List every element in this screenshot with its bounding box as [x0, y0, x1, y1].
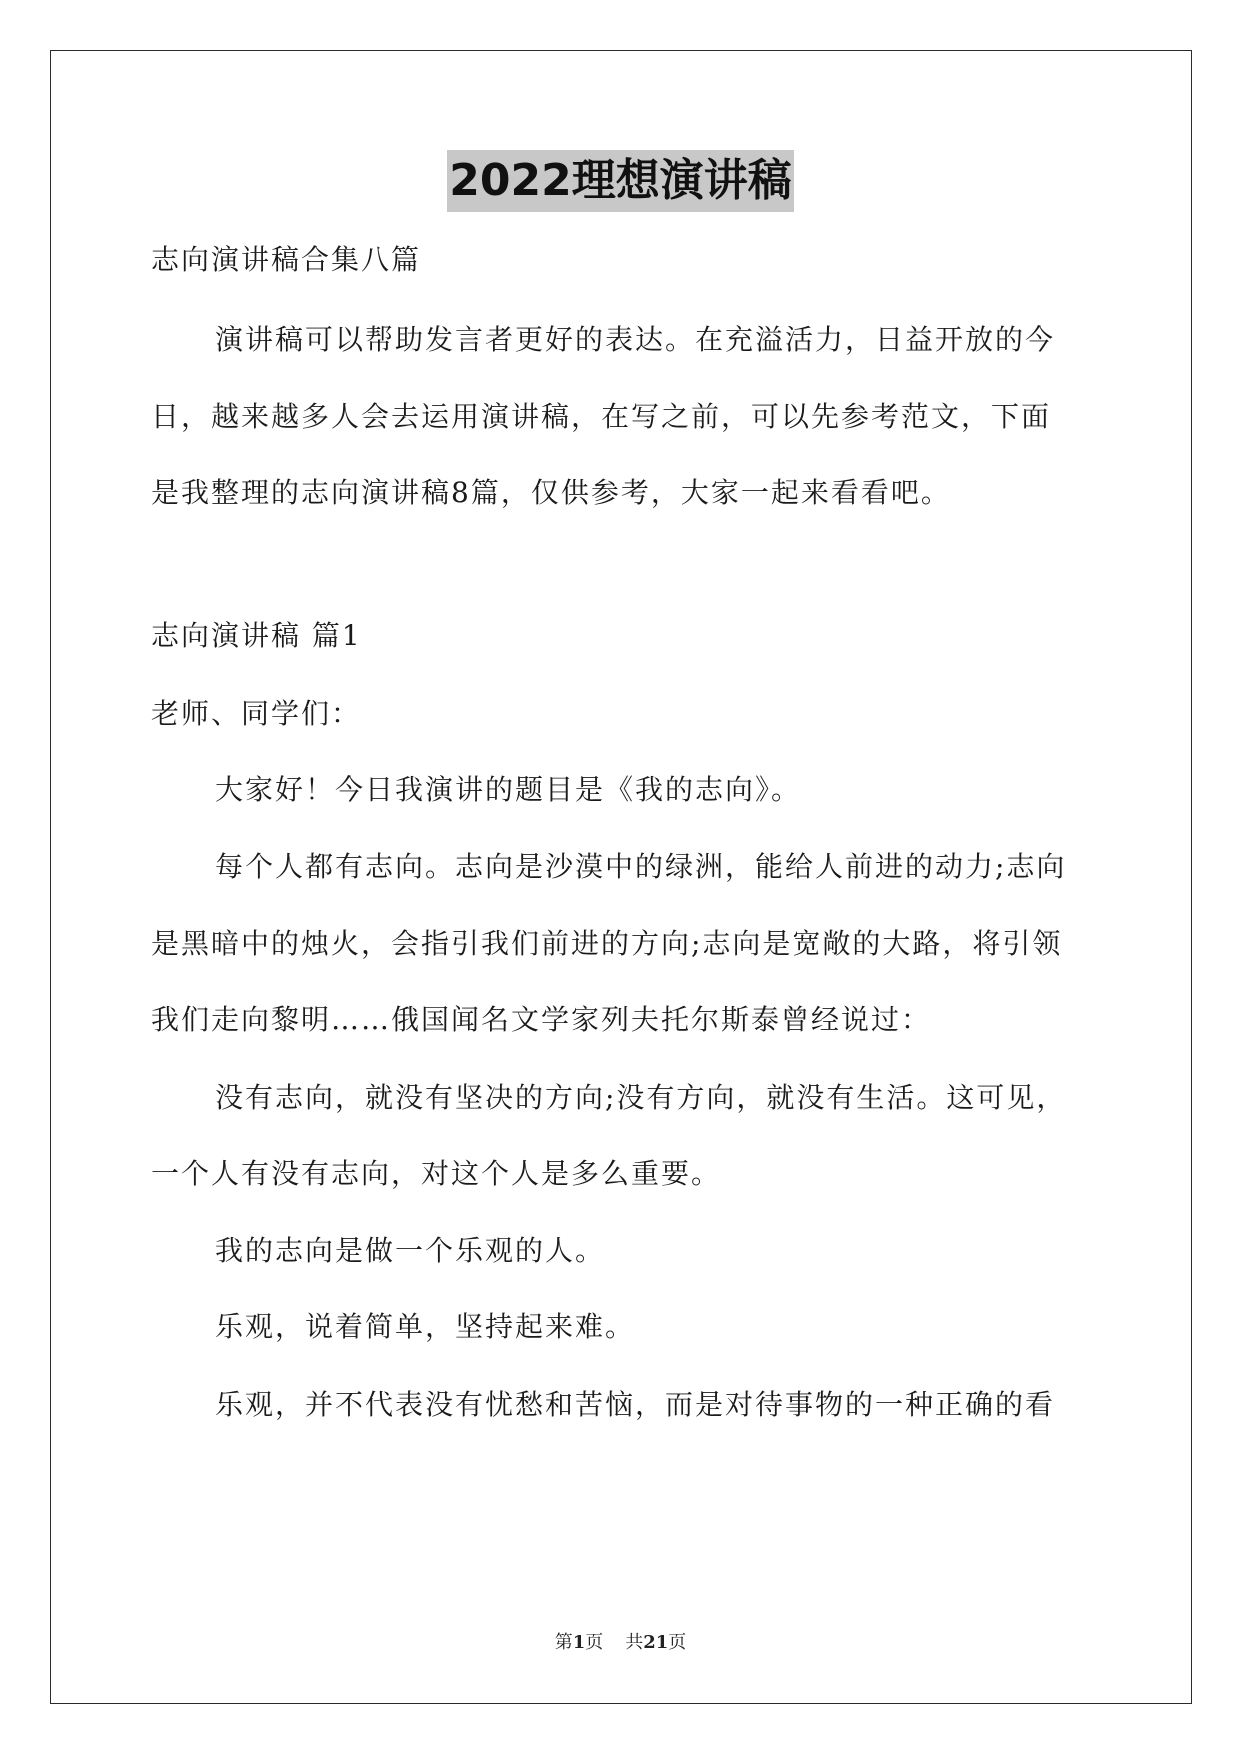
paragraph-line: 我们走向黎明……俄国闻名文学家列夫托尔斯泰曾经说过： — [151, 1003, 932, 1036]
page-total-count: 21 — [643, 1632, 669, 1653]
page-total-prefix: 共 — [625, 1632, 644, 1653]
page-number-current: 1 — [572, 1632, 586, 1653]
document-title: 2022理想演讲稿 — [447, 150, 793, 212]
paragraph-line: 是我整理的志向演讲稿8篇，仅供参考，大家一起来看看吧。 — [151, 476, 951, 509]
page-number-prefix: 第 — [554, 1632, 573, 1653]
page-total-suffix: 页 — [668, 1632, 687, 1653]
paragraph-line: 乐观，并不代表没有忧愁和苦恼，而是对待事物的一种正确的看 — [215, 1388, 1056, 1421]
paragraph-line: 是黑暗中的烛火，会指引我们前进的方向;志向是宽敞的大路，将引领 — [151, 927, 1063, 960]
page-number-suffix: 页 — [585, 1632, 604, 1653]
paragraph-line: 志向演讲稿合集八篇 — [151, 243, 422, 276]
page-footer — [0, 1628, 1241, 1654]
paragraph-line: 一个人有没有志向，对这个人是多么重要。 — [151, 1157, 722, 1190]
paragraph-line: 没有志向，就没有坚决的方向;没有方向，就没有生活。这可见， — [215, 1081, 1067, 1114]
salutation: 老师、同学们： — [151, 697, 362, 730]
section-heading: 志向演讲稿 篇1 — [151, 619, 362, 652]
paragraph-line: 演讲稿可以帮助发言者更好的表达。在充溢活力，日益开放的今 — [215, 323, 1056, 356]
paragraph-line: 我的志向是做一个乐观的人。 — [215, 1234, 606, 1267]
paragraph-line: 每个人都有志向。志向是沙漠中的绿洲，能给人前进的动力;志向 — [215, 850, 1067, 883]
paragraph-line: 大家好！今日我演讲的题目是《我的志向》。 — [215, 773, 802, 806]
paragraph-line: 日，越来越多人会去运用演讲稿，在写之前，可以先参考范文，下面 — [151, 400, 1052, 433]
paragraph-line: 乐观，说着简单，坚持起来难。 — [215, 1310, 636, 1343]
title-container — [0, 150, 1241, 212]
